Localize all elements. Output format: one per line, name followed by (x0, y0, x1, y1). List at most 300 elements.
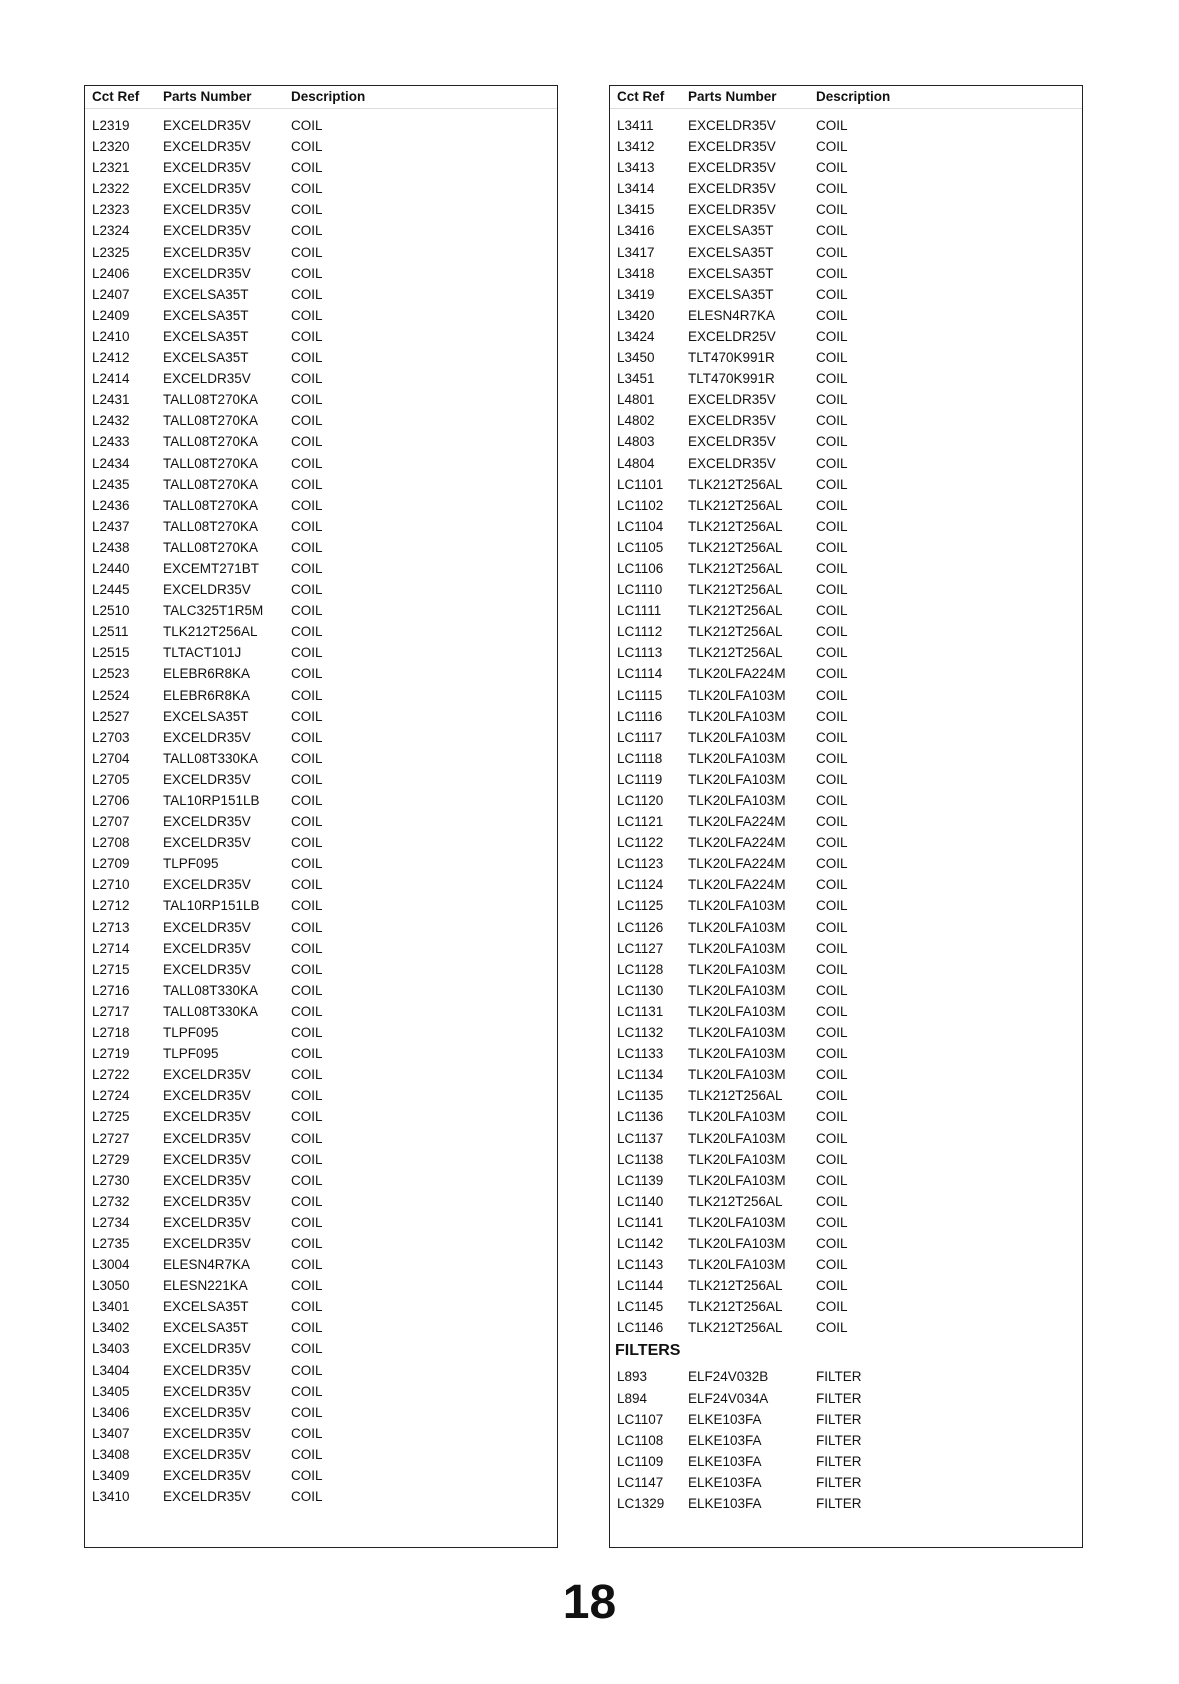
table-row (610, 959, 1082, 980)
table-row (85, 136, 557, 157)
cct-ref-cell: LC1109 (617, 1453, 664, 1469)
cct-ref-cell: L2510 (92, 603, 130, 619)
table-row (85, 1170, 557, 1191)
parts-number-cell: EXCELDR35V (163, 1383, 251, 1399)
parts-number-cell: ELF24V034A (688, 1390, 769, 1406)
parts-number-cell: TLK212T256AL (688, 1088, 783, 1104)
parts-number-cell: TLK20LFA103M (688, 1151, 786, 1167)
cct-ref-cell: L3418 (617, 265, 655, 281)
cct-ref-cell: L3413 (617, 160, 655, 176)
description-cell: COIL (291, 181, 323, 197)
parts-number-cell: ELESN4R7KA (163, 1257, 251, 1273)
table-row (610, 579, 1082, 600)
parts-number-cell: EXCELDR35V (163, 835, 251, 851)
cct-ref-cell: L2407 (92, 286, 130, 302)
parts-number-cell: EXCELDR35V (688, 455, 776, 471)
table-row (610, 642, 1082, 663)
parts-number-cell: EXCELDR35V (688, 118, 776, 133)
table-row (85, 685, 557, 706)
table-row (85, 853, 557, 874)
parts-number-cell: TLK20LFA103M (688, 708, 786, 724)
cct-ref-cell: L2511 (92, 624, 129, 640)
description-cell: COIL (291, 729, 323, 745)
parts-number-cell: EXCELSA35T (688, 223, 774, 239)
cct-ref-cell: L2437 (92, 518, 130, 534)
table-row (85, 706, 557, 727)
table-row (610, 1493, 1082, 1514)
table-row (85, 453, 557, 474)
table-row (85, 474, 557, 495)
parts-number-cell: EXCELDR35V (163, 181, 251, 197)
parts-number-cell: ELEBR6R8KA (163, 666, 251, 682)
description-cell: COIL (816, 1214, 848, 1230)
table-row (85, 1402, 557, 1423)
cct-ref-cell: L2325 (92, 244, 130, 260)
table-row (85, 1043, 557, 1064)
table-row (85, 1064, 557, 1085)
table-row (610, 938, 1082, 959)
table-row (610, 1149, 1082, 1170)
cct-ref-cell: LC1101 (617, 476, 664, 492)
description-cell: FILTER (816, 1474, 862, 1490)
cct-ref-cell: L3408 (92, 1446, 130, 1462)
cct-ref-cell: LC1132 (617, 1025, 664, 1041)
description-cell: COIL (816, 307, 848, 323)
table-row (85, 1317, 557, 1338)
cct-ref-cell: L2324 (92, 223, 130, 239)
parts-number-cell: EXCELDR35V (163, 814, 251, 830)
description-cell: COIL (816, 1235, 848, 1251)
parts-number-cell: EXCELDR35V (163, 1425, 251, 1441)
cct-ref-cell: L3406 (92, 1404, 130, 1420)
parts-number-cell: EXCELSA35T (163, 286, 249, 302)
parts-number-cell: ELKE103FA (688, 1432, 762, 1448)
table-row (610, 663, 1082, 684)
description-cell: COIL (816, 1067, 848, 1083)
table-header (610, 86, 1082, 109)
description-cell: COIL (291, 539, 323, 555)
description-cell: COIL (816, 708, 848, 724)
cct-ref-cell: LC1119 (617, 771, 663, 787)
description-cell: COIL (291, 898, 323, 914)
table-row (85, 663, 557, 684)
cct-ref-cell: LC1111 (617, 603, 662, 619)
description-cell: COIL (816, 455, 848, 471)
table-row (85, 1191, 557, 1212)
description-cell: COIL (291, 413, 323, 429)
parts-number-cell: EXCELDR35V (163, 1130, 251, 1146)
cct-ref-cell: L3416 (617, 223, 655, 239)
parts-number-cell: ELF24V032B (688, 1369, 769, 1385)
cct-ref-cell: LC1134 (617, 1067, 664, 1083)
description-cell: COIL (816, 961, 848, 977)
parts-number-cell: TALL08T270KA (163, 455, 259, 471)
cct-ref-cell: LC1123 (617, 856, 664, 872)
table-row (610, 199, 1082, 220)
cct-ref-cell: LC1135 (617, 1088, 664, 1104)
table-row (610, 685, 1082, 706)
description-cell: COIL (816, 1257, 848, 1273)
table-row (85, 410, 557, 431)
description-cell: COIL (291, 1130, 323, 1146)
description-cell: COIL (816, 202, 848, 218)
parts-number-cell: TLK20LFA103M (688, 1067, 786, 1083)
table-row (610, 811, 1082, 832)
description-cell: COIL (291, 856, 323, 872)
table-row (85, 895, 557, 916)
description-cell: COIL (816, 244, 848, 260)
cct-ref-cell: LC1133 (617, 1046, 664, 1062)
table-row (610, 727, 1082, 748)
table-header (85, 86, 557, 109)
description-cell: COIL (291, 582, 323, 598)
description-cell: COIL (816, 518, 848, 534)
parts-number-cell: TLK20LFA103M (688, 750, 786, 766)
parts-number-cell: TALL08T270KA (163, 413, 259, 429)
parts-number-cell: EXCELDR35V (163, 139, 251, 155)
parts-number-cell: TLK20LFA103M (688, 1046, 786, 1062)
description-cell: COIL (291, 371, 323, 387)
cct-ref-cell: LC1114 (617, 666, 663, 682)
parts-number-cell: TALL08T330KA (163, 1003, 259, 1019)
cct-ref-cell: LC1142 (617, 1235, 664, 1251)
description-cell: COIL (816, 898, 848, 914)
table-row (610, 706, 1082, 727)
table-row (610, 136, 1082, 157)
description-cell: COIL (816, 1025, 848, 1041)
parts-number-cell: EXCELDR35V (163, 160, 251, 176)
cct-ref-cell: L2434 (92, 455, 130, 471)
description-cell: COIL (816, 1130, 848, 1146)
description-cell: COIL (291, 392, 323, 408)
table-row (610, 326, 1082, 347)
cct-ref-cell: L2432 (92, 413, 130, 429)
description-cell: COIL (291, 518, 323, 534)
cct-ref-cell: L2710 (92, 877, 130, 893)
header-parts-number: Parts Number (688, 89, 777, 104)
description-cell: COIL (291, 1489, 323, 1505)
cct-ref-cell: L2718 (92, 1025, 130, 1041)
table-row (610, 1001, 1082, 1022)
description-cell: COIL (291, 1151, 323, 1167)
description-cell: COIL (816, 1320, 848, 1336)
table-row (610, 874, 1082, 895)
cct-ref-cell: L2322 (92, 181, 130, 197)
description-cell: COIL (816, 1088, 848, 1104)
description-cell: COIL (816, 687, 848, 703)
cct-ref-cell: L2722 (92, 1067, 130, 1083)
table-row (610, 284, 1082, 305)
description-cell: COIL (291, 603, 323, 619)
parts-number-cell: TLK20LFA224M (688, 835, 786, 851)
table-row (85, 516, 557, 537)
cct-ref-cell: LC1110 (617, 582, 663, 598)
table-row (85, 727, 557, 748)
parts-number-cell: ELESN4R7KA (688, 307, 776, 323)
description-cell: COIL (816, 645, 848, 661)
table-row (610, 790, 1082, 811)
table-row (610, 1317, 1082, 1338)
cct-ref-cell: LC1143 (617, 1257, 664, 1273)
parts-number-cell: EXCELDR35V (163, 1489, 251, 1505)
cct-ref-cell: L2734 (92, 1214, 130, 1230)
parts-number-cell: EXCELSA35T (688, 286, 774, 302)
table-row (85, 1233, 557, 1254)
parts-number-cell: TLPF095 (163, 856, 219, 872)
description-cell: COIL (816, 350, 848, 366)
table-row (85, 642, 557, 663)
parts-number-cell: TALC325T1R5M (163, 603, 264, 619)
cct-ref-cell: LC1145 (617, 1299, 664, 1315)
description-cell: COIL (816, 223, 848, 239)
parts-number-cell: EXCELDR25V (688, 328, 776, 344)
description-cell: COIL (816, 856, 848, 872)
description-cell: COIL (816, 371, 848, 387)
description-cell: COIL (816, 118, 848, 133)
cct-ref-cell: LC1128 (617, 961, 664, 977)
table-row (610, 115, 1082, 136)
description-cell: COIL (816, 793, 848, 808)
cct-ref-cell: L893 (617, 1369, 648, 1385)
description-cell: COIL (816, 1003, 848, 1019)
parts-number-cell: TLK212T256AL (688, 624, 783, 640)
parts-number-cell: EXCELSA35T (163, 350, 249, 366)
table-row (85, 242, 557, 263)
cct-ref-cell: L2321 (92, 160, 130, 176)
parts-number-cell: TLK20LFA103M (688, 898, 786, 914)
cct-ref-cell: LC1116 (617, 708, 663, 724)
description-cell: COIL (816, 413, 848, 429)
parts-number-cell: TLK212T256AL (688, 497, 783, 513)
description-cell: COIL (816, 1193, 848, 1209)
cct-ref-cell: L2707 (92, 814, 130, 830)
description-cell: COIL (816, 919, 848, 935)
parts-number-cell: EXCELDR35V (163, 1088, 251, 1104)
cct-ref-cell: L3405 (92, 1383, 130, 1399)
cct-ref-cell: L2431 (92, 392, 130, 408)
description-cell: COIL (291, 687, 323, 703)
description-cell: COIL (291, 434, 323, 450)
cct-ref-cell: L2708 (92, 835, 130, 851)
parts-number-cell: EXCELDR35V (163, 265, 251, 281)
description-cell: FILTER (816, 1453, 862, 1469)
parts-number-cell: TLK20LFA103M (688, 771, 786, 787)
table-row (610, 1409, 1082, 1430)
parts-number-cell: EXCELSA35T (163, 307, 249, 323)
description-cell: COIL (291, 771, 323, 787)
description-cell: COIL (816, 328, 848, 344)
table-row (85, 769, 557, 790)
parts-number-cell: TLK20LFA103M (688, 729, 786, 745)
description-cell: COIL (291, 1299, 323, 1315)
cct-ref-cell: L2729 (92, 1151, 130, 1167)
table-row (610, 1212, 1082, 1233)
description-cell: FILTER (816, 1432, 862, 1448)
cct-ref-cell: L2445 (92, 582, 130, 598)
parts-number-cell: EXCELDR35V (688, 160, 776, 176)
table-row (85, 305, 557, 326)
parts-number-cell: TLPF095 (163, 1046, 219, 1062)
cct-ref-cell: L2414 (92, 371, 130, 387)
cct-ref-cell: L2706 (92, 793, 130, 808)
parts-number-cell: EXCELDR35V (163, 729, 251, 745)
cct-ref-cell: L3450 (617, 350, 655, 366)
cct-ref-cell: L2406 (92, 265, 130, 281)
description-cell: COIL (291, 328, 323, 344)
right-parts-table (609, 85, 1083, 1548)
cct-ref-cell: L2713 (92, 919, 130, 935)
table-row (85, 1022, 557, 1043)
description-cell: COIL (291, 160, 323, 176)
parts-number-cell: TLK212T256AL (688, 582, 783, 598)
table-row (610, 748, 1082, 769)
description-cell: COIL (291, 645, 323, 661)
description-cell: COIL (816, 497, 848, 513)
cct-ref-cell: L3407 (92, 1425, 130, 1441)
table-row (85, 1338, 557, 1359)
description-cell: COIL (291, 1446, 323, 1462)
table-row (610, 1233, 1082, 1254)
parts-number-cell: TLK20LFA103M (688, 1172, 786, 1188)
parts-number-cell: EXCELDR35V (688, 413, 776, 429)
parts-number-cell: EXCELSA35T (163, 1320, 249, 1336)
cct-ref-cell: L2440 (92, 560, 130, 576)
parts-number-cell: EXCELDR35V (163, 961, 251, 977)
cct-ref-cell: LC1113 (617, 645, 663, 661)
description-cell: COIL (291, 1214, 323, 1230)
description-cell: COIL (816, 181, 848, 197)
cct-ref-cell: L2705 (92, 771, 130, 787)
description-cell: COIL (291, 307, 323, 323)
description-cell: COIL (291, 814, 323, 830)
parts-number-cell: TAL10RP151LB (163, 898, 260, 914)
cct-ref-cell: L2735 (92, 1235, 130, 1251)
table-row (610, 431, 1082, 452)
description-cell: COIL (291, 961, 323, 977)
parts-number-cell: EXCELSA35T (688, 265, 774, 281)
cct-ref-cell: LC1126 (617, 919, 664, 935)
table-row (610, 1451, 1082, 1472)
parts-number-cell: TLK212T256AL (688, 645, 783, 661)
parts-number-cell: ELKE103FA (688, 1453, 762, 1469)
description-cell: COIL (816, 750, 848, 766)
description-cell: COIL (816, 265, 848, 281)
parts-number-cell: TLK212T256AL (688, 518, 783, 534)
description-cell: COIL (291, 877, 323, 893)
table-row (85, 347, 557, 368)
cct-ref-cell: L3050 (92, 1278, 130, 1294)
parts-number-cell: EXCELDR35V (163, 1446, 251, 1462)
description-cell: COIL (291, 919, 323, 935)
cct-ref-cell: L2714 (92, 940, 130, 956)
parts-number-cell: EXCELDR35V (163, 582, 251, 598)
cct-ref-cell: LC1139 (617, 1172, 664, 1188)
description-cell: COIL (291, 1278, 323, 1294)
parts-number-cell: EXCELDR35V (688, 139, 776, 155)
table-row (610, 305, 1082, 326)
parts-number-cell: EXCELDR35V (163, 223, 251, 239)
table-row (610, 1430, 1082, 1451)
table-row (610, 1043, 1082, 1064)
description-cell: COIL (291, 1025, 323, 1041)
table-row (85, 832, 557, 853)
cct-ref-cell: LC1108 (617, 1432, 664, 1448)
cct-ref-cell: L2524 (92, 687, 130, 703)
table-row (85, 220, 557, 241)
cct-ref-cell: LC1124 (617, 877, 664, 893)
cct-ref-cell: L2438 (92, 539, 130, 555)
cct-ref-cell: LC1106 (617, 560, 664, 576)
description-cell: COIL (291, 1425, 323, 1441)
table-row (610, 980, 1082, 1001)
description-cell: COIL (291, 793, 323, 808)
table-row (610, 895, 1082, 916)
table-row (85, 1128, 557, 1149)
description-cell: COIL (291, 982, 323, 998)
cct-ref-cell: L2712 (92, 898, 130, 914)
cct-ref-cell: L2435 (92, 476, 130, 492)
cct-ref-cell: L3401 (92, 1299, 130, 1315)
table-row (610, 600, 1082, 621)
cct-ref-cell: L2724 (92, 1088, 130, 1104)
description-cell: COIL (816, 1109, 848, 1125)
cct-ref-cell: L2727 (92, 1130, 130, 1146)
table-row (85, 1254, 557, 1275)
cct-ref-cell: LC1120 (617, 793, 664, 808)
parts-number-cell: TLK20LFA224M (688, 814, 786, 830)
parts-number-cell: EXCELDR35V (163, 202, 251, 218)
cct-ref-cell: L2704 (92, 750, 130, 766)
parts-number-cell: TLK20LFA103M (688, 940, 786, 956)
parts-number-cell: TLK212T256AL (688, 1278, 783, 1294)
cct-ref-cell: L3417 (617, 244, 655, 260)
table-row (610, 178, 1082, 199)
cct-ref-cell: L4802 (617, 413, 655, 429)
cct-ref-cell: L2527 (92, 708, 130, 724)
description-cell: COIL (291, 1003, 323, 1019)
parts-number-cell: EXCELSA35T (163, 328, 249, 344)
parts-number-cell: EXCELDR35V (163, 1341, 251, 1357)
parts-number-cell: EXCELSA35T (163, 708, 249, 724)
description-cell: FILTER (816, 1369, 862, 1385)
description-cell: COIL (816, 666, 848, 682)
parts-number-cell: ELESN221KA (163, 1278, 248, 1294)
table-row (610, 1472, 1082, 1493)
description-cell: COIL (291, 118, 323, 133)
table-row (85, 1001, 557, 1022)
cct-ref-cell: L2409 (92, 307, 130, 323)
parts-number-cell: TLK212T256AL (688, 1299, 783, 1315)
table-row (85, 748, 557, 769)
cct-ref-cell: LC1130 (617, 982, 664, 998)
parts-number-cell: EXCELDR35V (163, 1151, 251, 1167)
parts-number-cell: ELKE103FA (688, 1496, 762, 1511)
description-cell: COIL (291, 1046, 323, 1062)
table-row (610, 368, 1082, 389)
cct-ref-cell: L2320 (92, 139, 130, 155)
parts-number-cell: TALL08T270KA (163, 434, 259, 450)
table-row (85, 558, 557, 579)
table-row (610, 389, 1082, 410)
description-cell: COIL (291, 1362, 323, 1378)
table-row (610, 242, 1082, 263)
parts-number-cell: EXCELDR35V (688, 392, 776, 408)
table-row (85, 1212, 557, 1233)
table-row (85, 811, 557, 832)
parts-number-cell: TLTACT101J (163, 645, 242, 661)
parts-number-cell: EXCELDR35V (163, 1067, 251, 1083)
filters-title-text: FILTERS (615, 1342, 681, 1360)
